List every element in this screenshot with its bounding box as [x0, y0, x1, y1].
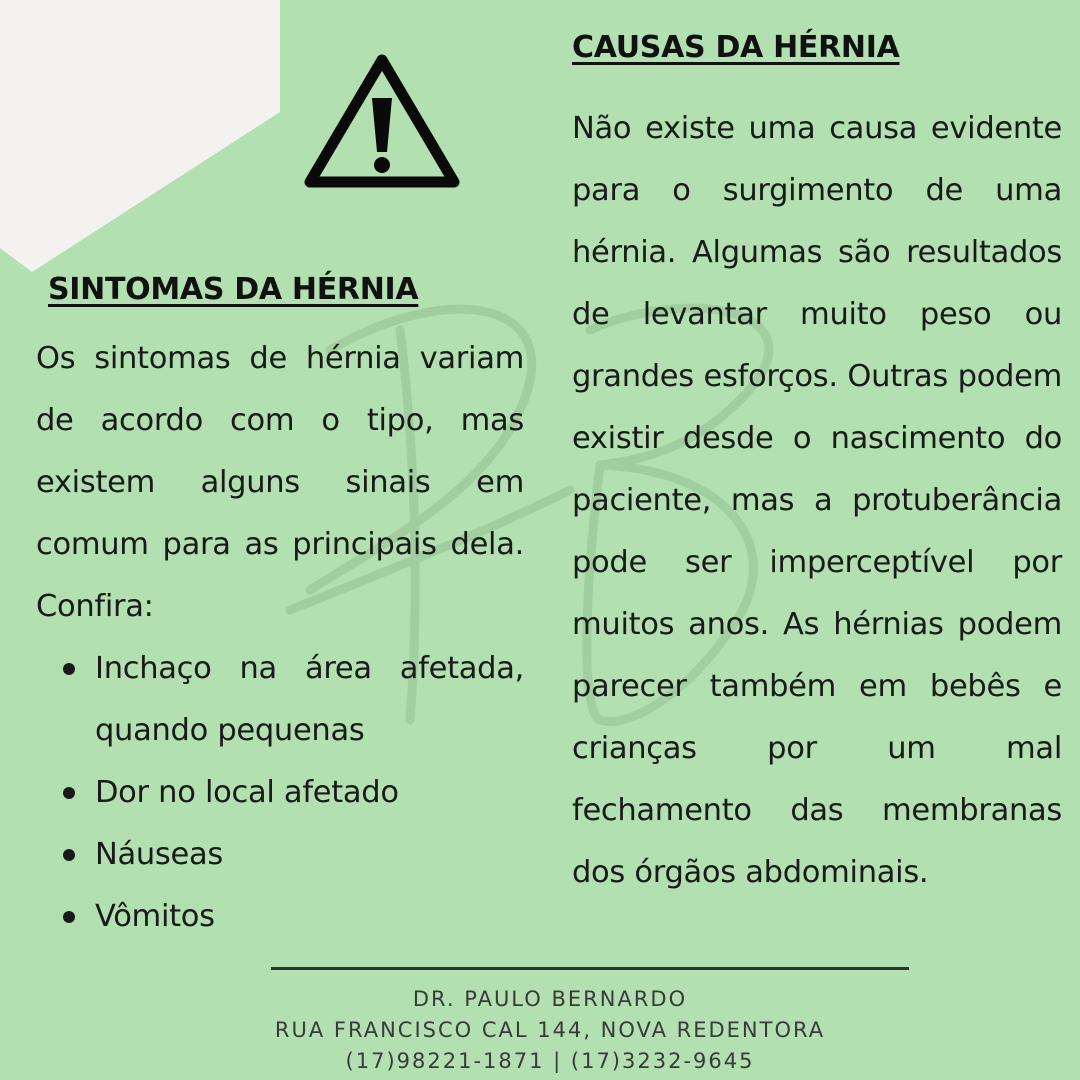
- bullet-icon: [63, 787, 75, 799]
- causas-heading: CAUSAS DA HÉRNIA: [572, 30, 900, 65]
- warning-icon: [302, 50, 462, 195]
- sintomas-list: [36, 638, 524, 948]
- list-item-text: Dor no local afetado: [95, 775, 399, 810]
- sintomas-heading: SINTOMAS DA HÉRNIA: [48, 272, 419, 307]
- phone-numbers: (17)98221-1871 | (17)3232-9645: [345, 1049, 755, 1073]
- list-item-text: Náuseas: [95, 837, 223, 872]
- causas-paragraph: Não existe uma causa evidente para o surgimento de uma hérnia. Algumas são resultados de levantar muito peso ou grandes esforços. Outras podem existir desde o nascimento do paciente, mas a protuberância pode ser imperceptível por muitos anos. As hérnias podem parecer também em bebês e crianças por um mal fechamento das membranas dos órgãos abdominais.: [572, 111, 1062, 890]
- bullet-icon: [63, 663, 75, 675]
- footer-divider: [271, 967, 909, 970]
- list-item: [36, 638, 524, 762]
- list-item-text: Inchaço na área afetada, quando pequenas: [95, 651, 524, 748]
- list-item: [36, 824, 524, 886]
- doctor-name: DR. PAULO BERNARDO: [412, 987, 688, 1011]
- list-item-text: Vômitos: [95, 899, 215, 934]
- bullet-icon: [63, 849, 75, 861]
- address: RUA FRANCISCO CAL 144, NOVA REDENTORA: [274, 1018, 826, 1042]
- bullet-icon: [63, 911, 75, 923]
- corner-decoration: [0, 0, 280, 272]
- footer: [0, 984, 1080, 1077]
- list-item: [36, 762, 524, 824]
- sintomas-paragraph: Os sintomas de hérnia variam de acordo com o tipo, mas existem alguns sinais em comum para as principais dela. Confira:: [36, 341, 524, 624]
- list-item: [36, 886, 524, 948]
